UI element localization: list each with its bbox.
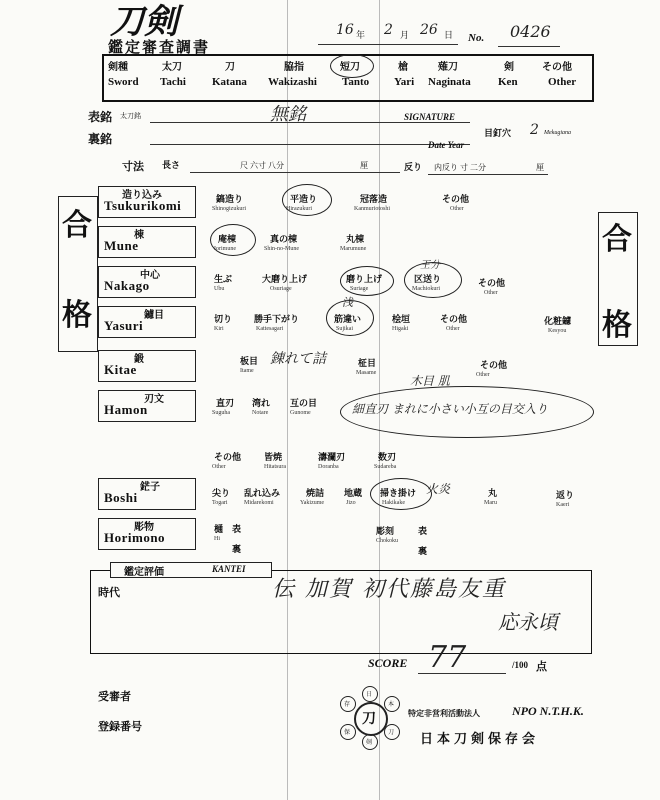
option-label: その他 (442, 194, 470, 204)
type-tachi-jp: 太刀 (162, 62, 182, 73)
option-label: 地蔵 (344, 488, 363, 498)
score-outof: /100 (512, 660, 529, 670)
option-en: Other (450, 206, 464, 212)
category-label-jp: 刃文 (144, 394, 164, 405)
no-underline (498, 46, 560, 47)
score-underline (418, 673, 506, 674)
mekugi-en: Mekugiana (544, 130, 571, 136)
seal-ring-char: 刀 (388, 730, 395, 736)
seal-ring-char: 本 (388, 702, 395, 708)
yasuri-note: 浅 (342, 296, 353, 309)
mekugi-label: 目釘穴 (484, 128, 512, 138)
option-en: Sujikai (336, 326, 354, 332)
option-en: Maru (484, 500, 497, 506)
score-label: SCORE (368, 656, 408, 670)
option-label: 焼詰 (306, 488, 325, 498)
category-label-en: Hamon (104, 402, 148, 417)
option-en: Itame (240, 368, 254, 374)
date-day-unit: 日 (444, 30, 454, 40)
option-label: 返り (556, 490, 575, 500)
option-en: Hakikake (382, 500, 405, 506)
ura-mei-label: 裏銘 (88, 132, 113, 146)
option-label: 磨り上げ (346, 274, 383, 284)
seal-ring-char: 存 (344, 702, 351, 708)
option-en: Suriage (350, 286, 369, 292)
option-en: Other (212, 464, 226, 470)
category-label-en: Mune (104, 238, 139, 253)
signature-en: SIGNATURE (404, 112, 456, 122)
option-en: Midarekomi (244, 500, 274, 506)
sunpo-label: 寸法 (122, 161, 144, 173)
option-en: Kanmuriotoshi (354, 206, 390, 212)
omote-mei-sub: 太刀銘 (120, 112, 141, 120)
option-en: Togari (212, 500, 228, 506)
date-year: 16 (336, 22, 354, 38)
logo: 刀剣 (110, 4, 178, 41)
option-label: その他 (478, 278, 506, 288)
option-en: Shinogizukuri (212, 206, 246, 212)
seal-center-char: 刀 (362, 712, 376, 727)
sori-label: 反り (404, 162, 423, 172)
ura-underline (150, 144, 470, 145)
option-label: 桧垣 (392, 314, 411, 324)
seal-ring-char: 保 (344, 730, 351, 736)
type-tanto-jp: 短刀 (340, 62, 360, 73)
type-wakizashi-jp: 脇指 (284, 62, 304, 73)
option-en: Machiokuri (412, 286, 440, 292)
attribution-line1: 伝 加賀 初代藤島友重 (272, 577, 506, 602)
sword-type-label-en: Sword (108, 76, 139, 88)
option-label: 丸 (488, 488, 498, 498)
type-tachi-en: Tachi (160, 76, 186, 88)
category-label-en: Horimono (104, 530, 166, 545)
hamon-note: 細直刃 まれに小さい小互の目交入り (352, 402, 548, 416)
category-label-jp: 造り込み (122, 190, 162, 201)
option-label: 乱れ込み (244, 488, 281, 498)
option-label: 筋違い (334, 314, 362, 324)
option-en: Chokoku (376, 538, 399, 544)
option-en: Marumune (340, 246, 367, 252)
category-label-jp: 鑢目 (144, 310, 164, 321)
option-en: Masame (356, 370, 377, 376)
form-title: 鑑定審査調書 (108, 40, 211, 56)
type-ken-en: Ken (498, 76, 518, 88)
category-label-jp: 彫物 (134, 522, 154, 533)
option-en: Sudareba (374, 464, 397, 470)
score-value: 77 (428, 640, 467, 675)
option-label: 真の棟 (270, 234, 298, 244)
applicant-label: 受審者 (98, 691, 131, 703)
nagasa-rin: 厘 (360, 161, 368, 170)
register-label: 登録番号 (98, 721, 142, 733)
option-en: Iorimune (214, 246, 236, 252)
option-en: Gunome (290, 410, 311, 416)
nagasa-label: 長さ (162, 160, 181, 170)
option-en: Jizo (346, 500, 356, 506)
org-code: NPO N.T.H.K. (512, 704, 584, 718)
option-label: 尖り (212, 488, 231, 498)
option-en: Suguha (212, 410, 230, 416)
org-prefix: 特定非営利活動法人 (408, 709, 480, 718)
option-en: Osuriage (270, 286, 292, 292)
tanto-circle-mark (330, 54, 374, 78)
no-label: No. (468, 32, 485, 44)
sori-rin: 厘 (536, 163, 544, 172)
option-label: 庵棟 (218, 234, 237, 244)
option-en: Hi (214, 536, 220, 542)
type-katana-jp: 刀 (225, 62, 235, 73)
option-label: 化粧鑢 (544, 316, 572, 326)
category-label-en: Tsukurikomi (104, 198, 182, 213)
sword-type-label-jp: 剣種 (108, 62, 128, 73)
option-label: 樋 (214, 524, 224, 534)
sori-value: 内反り 寸 二分 (434, 163, 486, 172)
option-en: Yakizume (300, 500, 325, 506)
type-wakizashi-en: Wakizashi (268, 76, 317, 88)
option-label: 勝手下がり (254, 314, 300, 324)
pass-mark-left-char2: 格 (62, 299, 92, 332)
type-other-en: Other (548, 76, 577, 88)
cert-number: 0426 (510, 22, 551, 41)
option-label: 裏 (418, 546, 428, 556)
nthk-seal (338, 686, 402, 750)
hamon-note-top: 木目 肌 (410, 374, 450, 388)
seal-ring-char: 日 (366, 692, 373, 698)
option-en: Notare (252, 410, 269, 416)
option-label: 板目 (240, 356, 259, 366)
option-en: Shin-no-Mune (264, 246, 299, 252)
option-en: Hitatsura (264, 464, 286, 470)
option-label: 彫刻 (376, 526, 395, 536)
option-en: Other (476, 372, 490, 378)
option-label: 表 (418, 526, 428, 536)
option-label: 掃き掛け (380, 488, 417, 498)
option-label: 丸棟 (346, 234, 365, 244)
hakikake-circle-mark (370, 478, 432, 510)
date-day: 26 (420, 22, 438, 38)
pass-mark-left-char1: 合 (62, 209, 92, 242)
option-label: 生ぶ (214, 274, 233, 284)
iorimune-circle-mark (210, 224, 256, 256)
category-label-jp: 鋩子 (140, 482, 160, 493)
option-en: Doranba (318, 464, 339, 470)
nagasa-underline (190, 172, 400, 173)
suriage-circle-mark (340, 266, 394, 296)
option-label: 直刃 (216, 398, 235, 408)
option-label: 互の目 (290, 398, 318, 408)
type-naginata-jp: 薙刀 (438, 62, 458, 73)
option-label: 平造り (290, 194, 318, 204)
option-label: 区送り (414, 274, 442, 284)
type-katana-en: Katana (212, 76, 247, 88)
category-label-jp: 中心 (140, 270, 160, 281)
nagasa-value: 尺 六寸 八分 (240, 161, 284, 170)
option-label: 表 (232, 524, 242, 534)
option-label: 鎬造り (216, 194, 244, 204)
score-unit: 点 (536, 661, 547, 673)
sori-underline (428, 174, 548, 175)
kitae-note: 錬れて詰 (270, 351, 326, 367)
pass-mark-right-char1: 合 (602, 223, 632, 256)
category-label-jp: 棟 (134, 230, 144, 241)
option-label: その他 (214, 452, 242, 462)
omote-underline (150, 122, 470, 123)
type-ken-jp: 剣 (504, 62, 514, 73)
date-month-unit: 月 (400, 30, 410, 40)
jidai-label: 時代 (98, 587, 120, 599)
nakago-note: 王分 (420, 260, 440, 271)
omote-mei-label: 表銘 (88, 110, 113, 124)
mekugi-value: 2 (530, 122, 539, 138)
pass-mark-right-char2: 格 (602, 309, 632, 342)
option-en: Hirazukuri (286, 206, 312, 212)
option-en: Higaki (392, 326, 409, 332)
option-label: 冠落造 (360, 194, 388, 204)
option-label: 濤瀾刃 (318, 452, 346, 462)
option-label: 皆焼 (264, 452, 283, 462)
category-label-jp: 鍛 (134, 354, 144, 365)
category-label-en: Yasuri (104, 318, 144, 333)
category-label-en: Boshi (104, 490, 138, 505)
option-label: その他 (440, 314, 468, 324)
date-year-unit: 年 (356, 30, 366, 40)
option-label: 大磨り上げ (262, 274, 308, 284)
org-name: 日本刀剣保存会 (420, 731, 540, 746)
type-naginata-en: Naginata (428, 76, 471, 88)
kantei-label-en: KANTEI (212, 564, 246, 574)
option-en: Kesyou (548, 328, 567, 334)
type-yari-jp: 槍 (398, 62, 408, 73)
option-en: Kaeri (556, 502, 570, 508)
type-other-jp: その他 (542, 62, 572, 73)
kantei-label-jp: 鑑定評価 (124, 567, 164, 578)
category-label-en: Kitae (104, 362, 137, 377)
option-en: Other (446, 326, 460, 332)
boshi-note: 火炎 (426, 482, 451, 496)
omote-mei-value: 無銘 (270, 104, 306, 125)
option-en: Other (484, 290, 498, 296)
option-label: 湾れ (252, 398, 271, 408)
type-yari-en: Yari (394, 76, 415, 88)
attribution-line2: 応永頃 (498, 610, 558, 634)
date-month: 2 (384, 22, 393, 38)
option-label: 切り (214, 314, 233, 324)
option-en: Kattesagari (256, 326, 284, 332)
option-label: 柾目 (358, 358, 377, 368)
date-underline (318, 44, 458, 45)
option-en: Kiri (214, 326, 224, 332)
type-tanto-en: Tanto (342, 76, 370, 88)
seal-ring-char: 剣 (366, 740, 373, 746)
category-label-en: Nakago (104, 278, 150, 293)
date-year-en: Date Year (428, 140, 465, 150)
hirazukuri-circle-mark (282, 184, 332, 216)
option-label: 数刃 (378, 452, 397, 462)
option-label: その他 (480, 360, 508, 370)
option-label: 裏 (232, 544, 242, 554)
option-en: Ubu (214, 286, 225, 292)
